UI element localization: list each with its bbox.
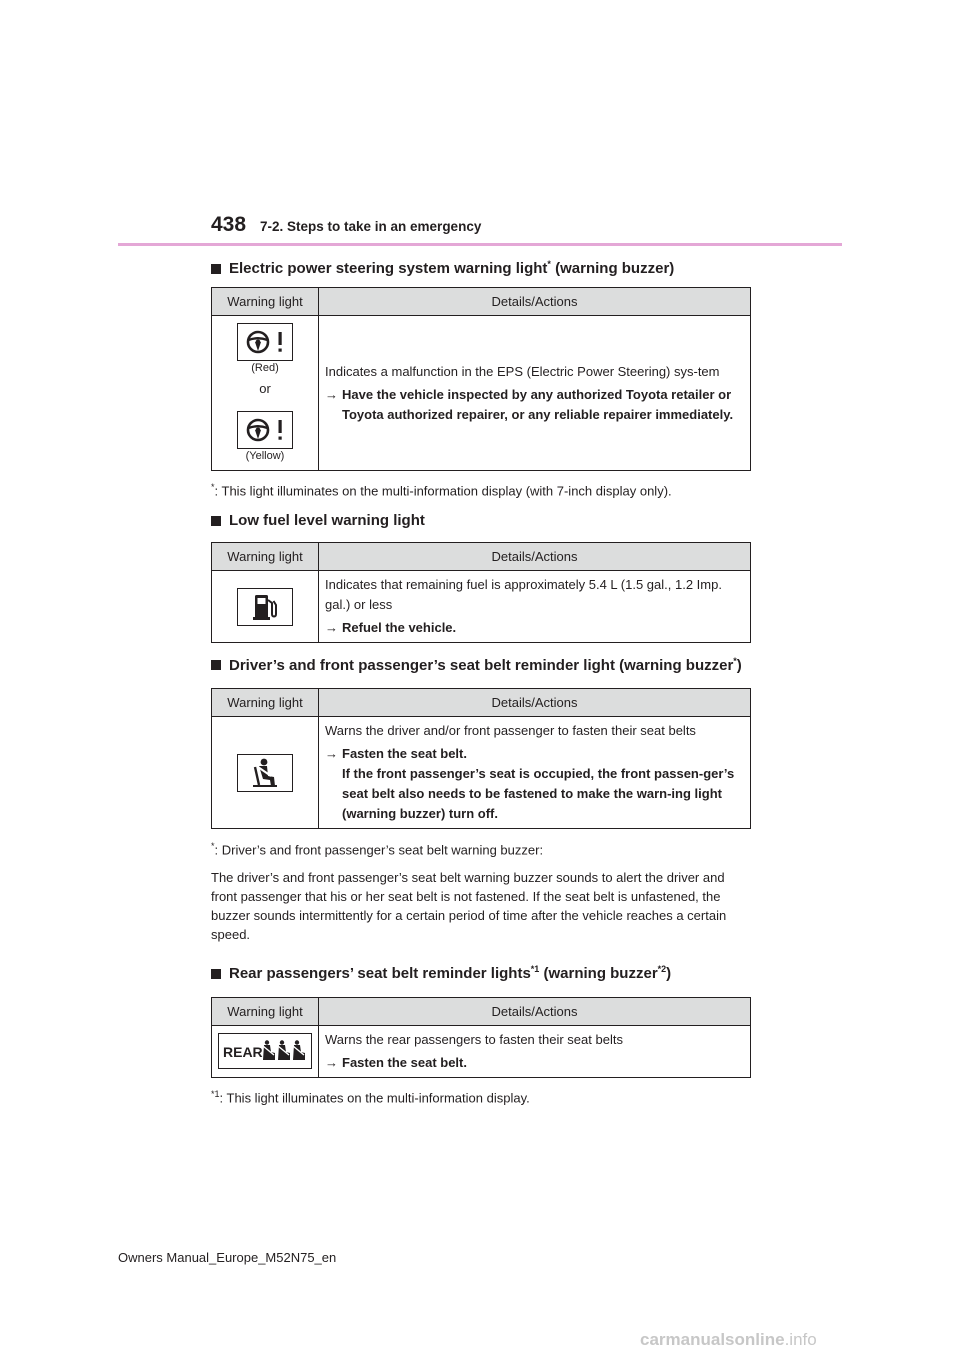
details-cell bbox=[319, 1025, 751, 1077]
description-text: Indicates that remaining fuel is approximately 5.4 L (1.5 gal., 1.2 Imp. gal.) or less bbox=[325, 577, 722, 613]
site-watermark bbox=[640, 1330, 817, 1350]
heading-text: ) bbox=[666, 964, 672, 982]
heading-text: Driver’s and front passenger’s seat belt reminder light (warning buzzer bbox=[229, 657, 734, 675]
color-label: (Red) bbox=[251, 362, 279, 374]
action-label: Fasten the seat belt. bbox=[342, 746, 467, 762]
description-text: Warns the rear passengers to fasten their seat belts bbox=[325, 1031, 623, 1047]
footnote-marker: *1 bbox=[211, 1088, 220, 1099]
seat-belt-reminder-icon bbox=[237, 754, 293, 792]
heading-text: (warning buzzer bbox=[539, 964, 658, 982]
footnote-marker: * bbox=[547, 259, 551, 269]
action-text bbox=[325, 618, 746, 638]
table-header-row bbox=[212, 997, 751, 1025]
details-cell bbox=[319, 571, 751, 643]
column-header: Warning light bbox=[212, 543, 319, 571]
arrow-icon: → bbox=[325, 620, 338, 636]
description-text: Indicates a malfunction in the EPS (Electric Power Steering) sys-tem bbox=[325, 363, 720, 379]
footnote-text: : Driver’s and front passenger’s seat belt warning buzzer: bbox=[214, 842, 544, 858]
details-cell bbox=[319, 316, 751, 471]
or-label: or bbox=[259, 381, 271, 396]
fuel-pump-icon bbox=[237, 588, 293, 626]
footnote-text: : This light illuminates on the multi-information display. bbox=[219, 1089, 530, 1105]
action-note: If the front passenger’s seat is occupied, the front passen-ger’s seat belt also needs to be fastened to make the warn-ing light (warning buzzer) turn off. bbox=[342, 766, 735, 822]
site-name: carmanualsonline bbox=[640, 1330, 785, 1349]
footnote-marker: *1 bbox=[530, 963, 540, 974]
footnote bbox=[211, 478, 751, 500]
steering-warning-icon bbox=[237, 411, 293, 449]
bullet-square-icon bbox=[211, 660, 221, 670]
chapter-title: 7-2. Steps to take in an emergency bbox=[260, 219, 482, 234]
action-label: Refuel the vehicle. bbox=[342, 620, 457, 636]
table-row bbox=[212, 717, 751, 829]
table-row bbox=[212, 571, 751, 643]
page-number: 438 bbox=[211, 213, 247, 236]
column-header: Details/Actions bbox=[319, 997, 751, 1025]
footnote-marker: *2 bbox=[657, 963, 667, 974]
heading-text: Electric power steering system warning light bbox=[229, 260, 548, 277]
page-content bbox=[211, 256, 751, 1107]
rear-seat-belt-icon bbox=[218, 1033, 312, 1069]
bullet-square-icon bbox=[211, 264, 221, 274]
action-label: Fasten the seat belt. bbox=[342, 1054, 467, 1070]
column-header: Details/Actions bbox=[319, 288, 751, 316]
warning-light-cell bbox=[212, 571, 319, 643]
table-row bbox=[212, 316, 751, 471]
table-header-row bbox=[212, 689, 751, 717]
column-header: Warning light bbox=[212, 288, 319, 316]
action-text bbox=[325, 385, 746, 425]
heading-text: Low fuel level warning light bbox=[229, 512, 425, 530]
table-row bbox=[212, 1025, 751, 1077]
column-header: Details/Actions bbox=[319, 689, 751, 717]
heading-text: Rear passengers’ seat belt reminder lights bbox=[229, 964, 531, 982]
column-header: Warning light bbox=[212, 689, 319, 717]
bullet-square-icon bbox=[211, 969, 221, 979]
warning-light-cell bbox=[212, 1025, 319, 1077]
heading-text: (warning buzzer) bbox=[550, 260, 675, 277]
bullet-square-icon bbox=[211, 516, 221, 526]
buzzer-explanation: The driver’s and front passenger’s seat belt warning buzzer sounds to alert the driver and front passenger that his or her seat belt is not fastened. If the seat belt is unfastened, the buzzer sounds intermittently for a certain period of time after the vehicle reaches a certain speed. bbox=[211, 869, 727, 942]
action-text bbox=[325, 744, 746, 824]
footnote bbox=[211, 1085, 751, 1107]
warning-light-cell bbox=[212, 316, 319, 471]
rear-label: REAR bbox=[223, 1044, 263, 1061]
steering-warning-icon bbox=[237, 323, 293, 361]
section-heading-front-seat-belt bbox=[211, 652, 751, 680]
color-label: (Yellow) bbox=[245, 450, 285, 462]
footnote-text: : This light illuminates on the multi-information display (with 7-inch display only). bbox=[214, 483, 672, 499]
site-domain: .info bbox=[784, 1330, 817, 1349]
column-header: Details/Actions bbox=[319, 543, 751, 571]
header-divider bbox=[118, 243, 842, 246]
description-text: Warns the driver and/or front passenger to fasten their seat belts bbox=[325, 723, 696, 739]
warning-light-table-front-seat-belt bbox=[211, 688, 751, 829]
table-header-row bbox=[212, 543, 751, 571]
arrow-icon: → bbox=[325, 1054, 338, 1070]
section-heading-low-fuel bbox=[211, 508, 751, 533]
footnote-marker: * bbox=[733, 656, 737, 667]
action-text bbox=[325, 1053, 746, 1073]
warning-light-cell bbox=[212, 717, 319, 829]
section-heading-rear-seat-belt bbox=[211, 961, 751, 986]
warning-light-table-low-fuel bbox=[211, 542, 751, 643]
arrow-icon: → bbox=[325, 746, 338, 762]
arrow-icon: → bbox=[325, 386, 338, 402]
footnote-marker: * bbox=[211, 482, 215, 492]
heading-text: ) bbox=[736, 657, 742, 675]
footnote-marker: * bbox=[211, 841, 215, 852]
section-heading-eps bbox=[211, 256, 751, 281]
details-cell bbox=[319, 717, 751, 829]
column-header: Warning light bbox=[212, 997, 319, 1025]
warning-light-table-eps bbox=[211, 287, 751, 471]
footnote bbox=[211, 837, 751, 859]
manual-name: Owners Manual_Europe_M52N75_en bbox=[118, 1250, 337, 1265]
table-header-row bbox=[212, 288, 751, 316]
warning-light-table-rear-seat-belt bbox=[211, 997, 751, 1078]
action-label: Have the vehicle inspected by any authorized Toyota retailer or Toyota authorized repairer, or any reliable repairer immediately. bbox=[342, 386, 734, 422]
